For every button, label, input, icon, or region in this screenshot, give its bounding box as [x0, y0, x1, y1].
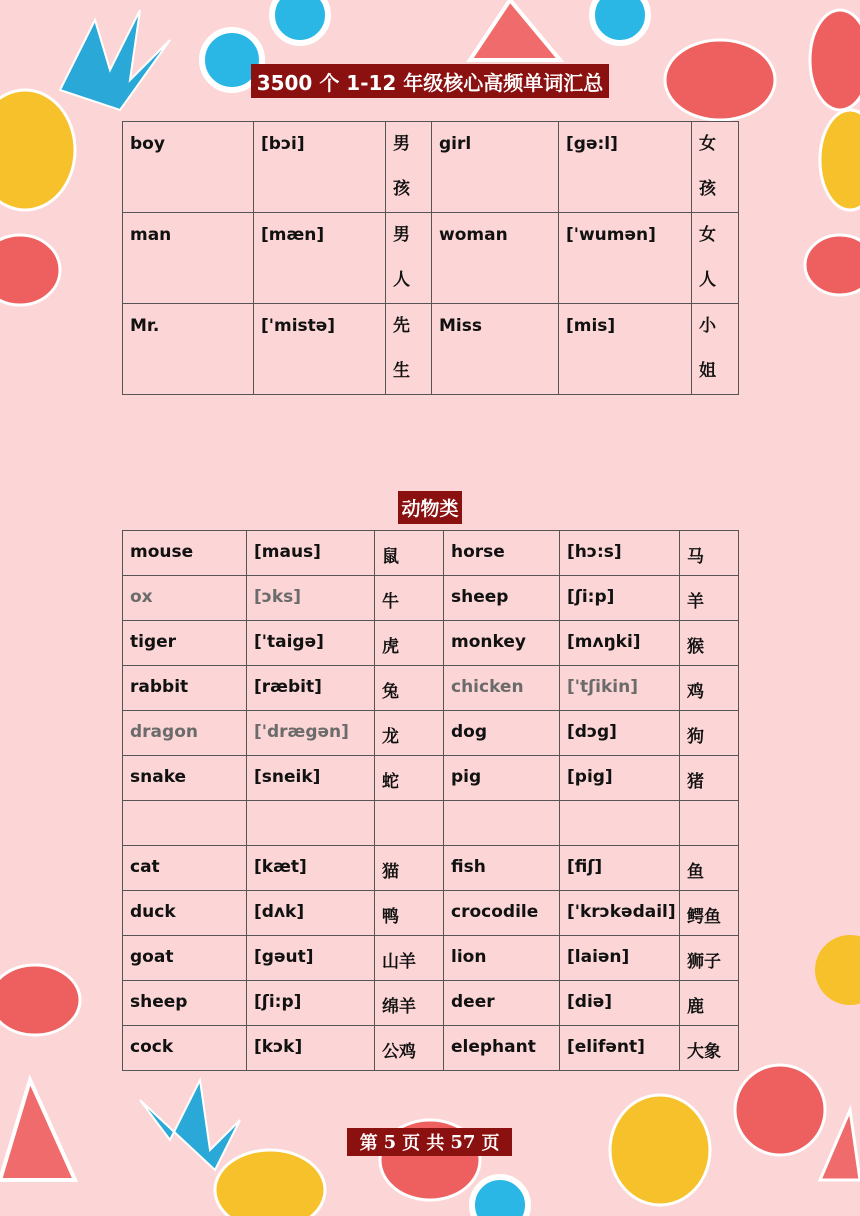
table-cell-word: man — [123, 213, 254, 304]
table-cell-phonetic: [mʌŋki] — [560, 621, 680, 666]
table-cell-meaning: 狗 — [680, 711, 739, 756]
table-cell-meaning: 猪 — [680, 756, 739, 801]
section-title: 动物类 — [398, 491, 462, 524]
crab-icon — [0, 965, 80, 1035]
table-row — [123, 1026, 739, 1071]
table-cell-word: boy — [123, 122, 254, 213]
footer-page-number: 5 — [383, 1131, 397, 1153]
table-cell-word: tiger — [123, 621, 247, 666]
table-cell-phonetic: [bɔi] — [254, 122, 386, 213]
table-cell-phonetic: ['tʃikin] — [560, 666, 680, 711]
table-cell-word: cat — [123, 846, 247, 891]
table-cell-phonetic: [ɔks] — [247, 576, 375, 621]
table-cell-word: dragon — [123, 711, 247, 756]
table-row — [123, 846, 739, 891]
table-cell-word: dog — [444, 711, 560, 756]
table-row — [123, 213, 739, 304]
table-cell-word: Mr. — [123, 304, 254, 395]
footer-prefix: 第 — [359, 1133, 378, 1154]
table-cell-word: elephant — [444, 1026, 560, 1071]
table-cell-phonetic: [pig] — [560, 756, 680, 801]
table-cell-meaning: 大象 — [680, 1026, 739, 1071]
table-cell-word: snake — [123, 756, 247, 801]
table-cell-phonetic: [hɔ:s] — [560, 531, 680, 576]
table-cell-word: rabbit — [123, 666, 247, 711]
table-cell-word: sheep — [123, 981, 247, 1026]
table-cell-word: horse — [444, 531, 560, 576]
table-cell-phonetic: [elifənt] — [560, 1026, 680, 1071]
page-title: 3500 个 1-12 年级核心高频单词汇总 — [251, 64, 609, 98]
table-cell-phonetic: ['wumən] — [559, 213, 692, 304]
table-cell-word: woman — [432, 213, 559, 304]
table-cell-meaning: 鱼 — [680, 846, 739, 891]
table-cell-meaning: 鸭 — [375, 891, 444, 936]
table-cell-word: mouse — [123, 531, 247, 576]
table-cell-meaning: 牛 — [375, 576, 444, 621]
table-cell-meaning: 龙 — [375, 711, 444, 756]
table-row — [123, 666, 739, 711]
table-cell-word: duck — [123, 891, 247, 936]
table-cell-phonetic: [sneik] — [247, 756, 375, 801]
table-cell-word — [444, 801, 560, 846]
table-cell-word: lion — [444, 936, 560, 981]
table-row — [123, 122, 739, 213]
table-cell-meaning: 羊 — [680, 576, 739, 621]
watermelon-icon — [470, 0, 560, 60]
table-cell-meaning: 小姐 — [692, 304, 739, 395]
table-cell-phonetic: [ʃi:p] — [247, 981, 375, 1026]
table-cell-meaning: 男人 — [386, 213, 432, 304]
table-cell-word: fish — [444, 846, 560, 891]
table-cell-meaning: 女人 — [692, 213, 739, 304]
table-cell-phonetic: [kæt] — [247, 846, 375, 891]
table-cell-phonetic: [laiən] — [560, 936, 680, 981]
table-cell-word: pig — [444, 756, 560, 801]
table-row — [123, 891, 739, 936]
table-row — [123, 621, 739, 666]
vocabulary-table-animals — [122, 530, 739, 1071]
table-cell-word: chicken — [444, 666, 560, 711]
table-cell-phonetic: [fiʃ] — [560, 846, 680, 891]
table-cell-meaning: 先生 — [386, 304, 432, 395]
footer-mid: 页 共 — [402, 1133, 445, 1154]
table-cell-phonetic: [dɔg] — [560, 711, 680, 756]
table-cell-phonetic: [kɔk] — [247, 1026, 375, 1071]
table-cell-phonetic: [dʌk] — [247, 891, 375, 936]
watermelon-icon — [820, 1110, 860, 1180]
table-cell-word: girl — [432, 122, 559, 213]
table-cell-word: sheep — [444, 576, 560, 621]
table-cell-word: goat — [123, 936, 247, 981]
table-cell-meaning: 绵羊 — [375, 981, 444, 1026]
table-cell-meaning: 男孩 — [386, 122, 432, 213]
table-row — [123, 531, 739, 576]
table-row — [123, 801, 739, 846]
sun-icon — [815, 935, 860, 1005]
table-row — [123, 304, 739, 395]
table-cell-meaning: 兔 — [375, 666, 444, 711]
table-cell-phonetic: [ræbit] — [247, 666, 375, 711]
page-footer — [347, 1128, 512, 1156]
table-cell-phonetic: [mis] — [559, 304, 692, 395]
table-cell-meaning: 山羊 — [375, 936, 444, 981]
table-cell-meaning: 狮子 — [680, 936, 739, 981]
table-cell-meaning: 马 — [680, 531, 739, 576]
table-cell-meaning: 女孩 — [692, 122, 739, 213]
table-cell-phonetic: [maus] — [247, 531, 375, 576]
table-row — [123, 711, 739, 756]
table-cell-phonetic: ['drægən] — [247, 711, 375, 756]
table-cell-phonetic: [gə:l] — [559, 122, 692, 213]
watermelon-icon — [0, 1080, 75, 1180]
table-cell-word: crocodile — [444, 891, 560, 936]
lemon-icon — [610, 1095, 710, 1205]
table-row — [123, 981, 739, 1026]
table-cell-meaning: 公鸡 — [375, 1026, 444, 1071]
table-cell-meaning: 鼠 — [375, 531, 444, 576]
table-cell-meaning: 鳄鱼 — [680, 891, 739, 936]
table-cell-meaning: 蛇 — [375, 756, 444, 801]
table-cell-word: Miss — [432, 304, 559, 395]
table-cell-meaning: 鹿 — [680, 981, 739, 1026]
table-cell-word: cock — [123, 1026, 247, 1071]
table-cell-phonetic: ['krɔkədail] — [560, 891, 680, 936]
table-cell-phonetic — [247, 801, 375, 846]
table-row — [123, 576, 739, 621]
vocabulary-table-people — [122, 121, 739, 395]
table-cell-phonetic: ['taigə] — [247, 621, 375, 666]
lemon-icon — [820, 110, 860, 210]
table-row — [123, 756, 739, 801]
table-cell-meaning: 鸡 — [680, 666, 739, 711]
table-cell-word: ox — [123, 576, 247, 621]
table-cell-meaning — [680, 801, 739, 846]
table-row — [123, 936, 739, 981]
table-cell-word — [123, 801, 247, 846]
table-cell-phonetic: [ʃi:p] — [560, 576, 680, 621]
pineapple-icon — [140, 1080, 325, 1216]
sunglasses-icon — [472, 1177, 528, 1216]
table-cell-meaning: 虎 — [375, 621, 444, 666]
table-cell-meaning: 猴 — [680, 621, 739, 666]
table-cell-word: deer — [444, 981, 560, 1026]
table-cell-phonetic: ['mistə] — [254, 304, 386, 395]
table-cell-word: monkey — [444, 621, 560, 666]
footer-suffix: 页 — [481, 1133, 500, 1154]
crab-icon — [665, 10, 860, 120]
table-cell-phonetic: [mæn] — [254, 213, 386, 304]
table-cell-phonetic — [560, 801, 680, 846]
table-cell-phonetic: [diə] — [560, 981, 680, 1026]
footer-total-pages: 57 — [450, 1131, 476, 1153]
table-cell-phonetic: [gəut] — [247, 936, 375, 981]
table-cell-meaning — [375, 801, 444, 846]
table-cell-meaning: 猫 — [375, 846, 444, 891]
